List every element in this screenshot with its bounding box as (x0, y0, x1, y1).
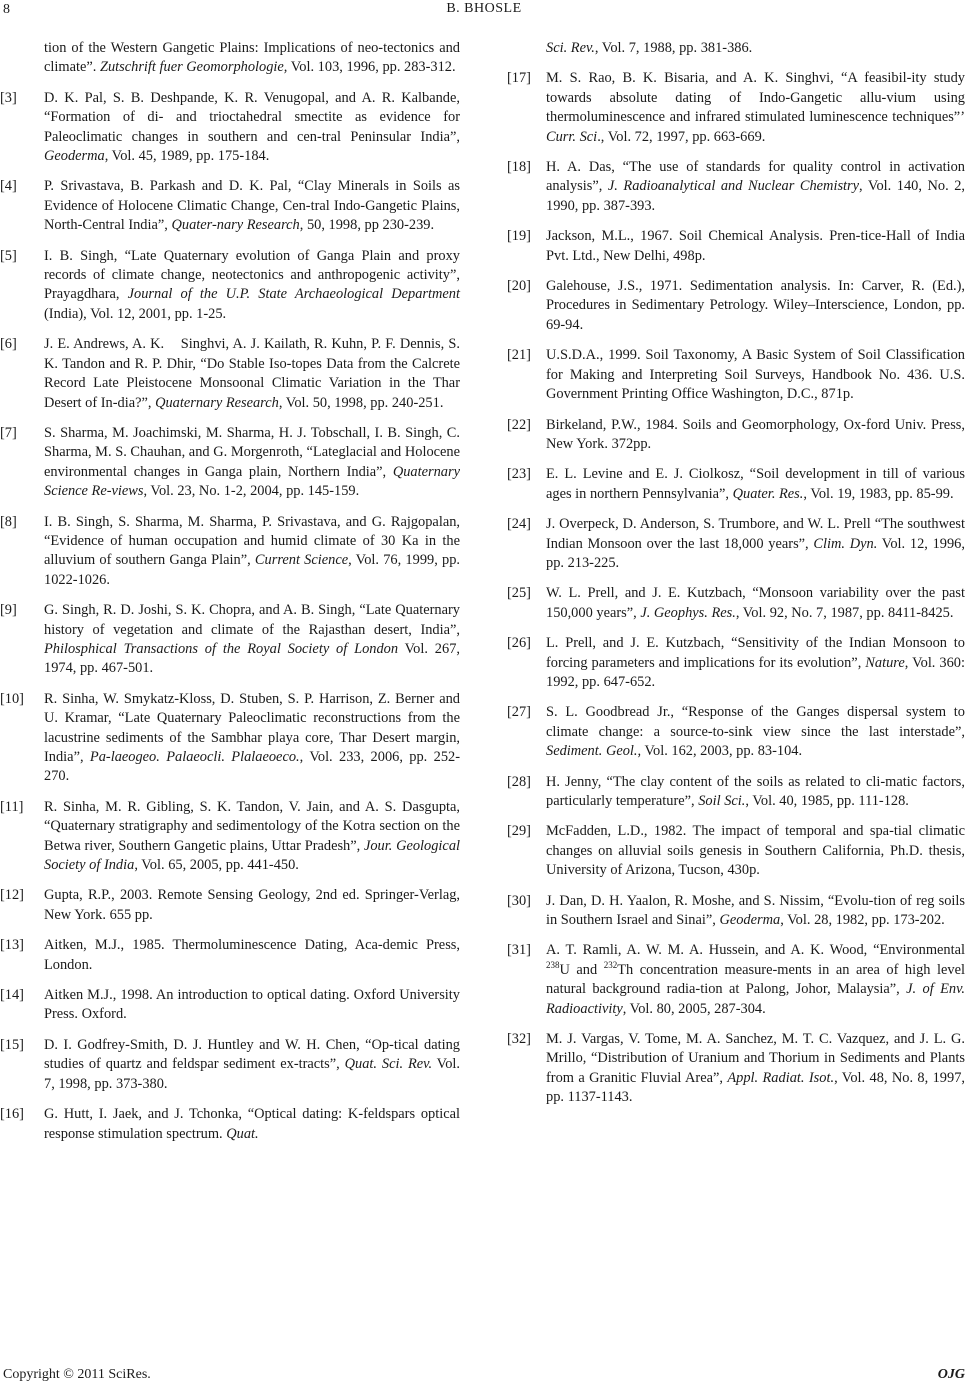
reference-number: [8] (0, 513, 17, 530)
reference-number: [19] (507, 228, 531, 245)
reference-text: Aitken, M.J., 1985. Thermoluminescence Dating, Aca-demic Press, London. (44, 937, 460, 973)
reference-venue: Quaternary Research (155, 394, 279, 411)
reference-number: [29] (507, 823, 531, 840)
reference-venue: Appl. Radiat. Isot. (727, 1069, 835, 1086)
reference-entry (0, 177, 460, 235)
reference-entry (507, 515, 965, 573)
reference-number: [30] (507, 892, 531, 909)
reference-details: , Vol. 92, No. 7, 1987, pp. 8411-8425. (735, 604, 954, 621)
reference-number: [6] (0, 336, 17, 353)
reference-entry (507, 39, 965, 58)
reference-number: [7] (0, 424, 17, 441)
reference-details: , Vol. 140, No. 2, 1990, pp. 387-393. (546, 178, 966, 214)
reference-number: [3] (0, 89, 17, 106)
reference-number: [14] (0, 987, 24, 1004)
reference-text: W. L. Prell, and J. E. Kutzbach, “Monsoon variability over the past 150,000 years”, (546, 585, 965, 621)
reference-details: Vol. 267, 1974, pp. 467-501. (44, 640, 460, 677)
reference-number: [25] (507, 585, 531, 602)
reference-text: Th concentration measure-ments in an area of high level natural background radia-tion at Palong, Johor, Malaysia”, (546, 961, 965, 998)
reference-entry (0, 424, 460, 502)
reference-entry (507, 346, 965, 404)
reference-number: [4] (0, 178, 17, 195)
reference-entry (0, 798, 461, 876)
reference-details: , 50, 1998, pp 230-239. (299, 217, 435, 234)
reference-number: [12] (0, 887, 24, 904)
reference-number: [26] (507, 635, 531, 652)
reference-details: , Vol. 45, 1989, pp. 175-184. (104, 148, 270, 165)
page-number: 8 (3, 2, 10, 17)
reference-venue: J. Radioanalytical and Nuclear Chemistry (607, 178, 860, 195)
reference-text: tion of the Western Gangetic Plains: Implications of neo-tectonics and climate”. (44, 40, 460, 76)
reference-text: S. L. Goodbread Jr., “Response of the Ganges dispersal system to climate change: a source-to-sink view since the last interstade”, (546, 704, 965, 740)
reference-number: [24] (507, 516, 531, 533)
reference-entry (0, 690, 461, 787)
reference-number: [32] (507, 1031, 531, 1048)
reference-number: [5] (0, 247, 17, 264)
reference-venue: Geoderma (44, 148, 105, 165)
reference-entry (0, 936, 460, 975)
reference-number: [15] (0, 1036, 24, 1053)
reference-entry (507, 892, 965, 931)
reference-text: McFadden, L.D., 1982. The impact of temporal and spa-tial climatic changes on alluvial soils genesis in Southern California, Ph.D. thesis, University of Arizona, Tucson, 430p. (546, 823, 965, 879)
reference-venue: Clim. Dyn. (813, 535, 878, 552)
reference-venue: Philosphical Transactions of the Royal Society of London (44, 640, 399, 657)
journal-abbrev: OJG (937, 1367, 965, 1382)
reference-entry (0, 986, 460, 1025)
reference-venue: Quater. Res. (732, 485, 804, 502)
reference-entry (507, 941, 965, 1019)
reference-text: H. A. Das, “The use of standards for quality control in activation analysis”, (546, 159, 965, 195)
reference-text: U and (559, 961, 604, 978)
reference-number: [17] (507, 70, 531, 87)
reference-details: Vol. 162, 2003, pp. 83-104. (641, 743, 803, 760)
reference-text: S. Sharma, M. Joachimski, M. Sharma, H. J. Tobschall, I. B. Singh, C. Sharma, M. S. Chauhan, and G. Morgenroth, “Lateglacial and Holocene environmental changes in Ganga plain, Northern India”, (44, 424, 460, 480)
reference-venue: Soil Sci. (698, 793, 746, 809)
reference-details: , Vol. 7, 1988, pp. 381-386. (594, 40, 753, 56)
reference-text: Gupta, R.P., 2003. Remote Sensing Geology, 2nd ed. Springer-Verlag, New York. 655 pp. (44, 887, 460, 923)
reference-details: , Vol. 48, No. 8, 1997, pp. 1137-1143. (546, 1069, 965, 1106)
reference-details: (India), Vol. 12, 2001, pp. 1-25. (44, 305, 227, 322)
reference-venue: Pa-laeogeo. Palaeocli. Plalaeoeco. (89, 749, 300, 765)
reference-text: D. I. Godfrey-Smith, D. J. Huntley and W. H. Chen, “Op-tical dating studies of quartz and feldspar sediment ex-tracts”, (44, 1036, 460, 1073)
reference-entry (0, 1036, 460, 1094)
reference-entry (507, 634, 965, 692)
reference-text: R. Sinha, M. R. Gibling, S. K. Tandon, V. Jain, and A. S. Dasgupta, “Quaternary stratigraphy and sedimentology of the Kotra section on the Betwa river, Southern Gangetic plains, Uttar Pradesh”, (44, 798, 460, 854)
reference-number: [21] (507, 347, 531, 364)
reference-number: [22] (507, 416, 531, 433)
reference-details: , Vol. 50, 1998, pp. 240-251. (278, 394, 444, 411)
reference-entry (0, 335, 460, 413)
reference-venue: Quaternary Science Re-views (44, 463, 460, 500)
reference-text: J. Dan, D. H. Yaalon, R. Moshe, and S. Nissim, “Evolu-tion of reg soils in Southern Israel and Sinai”, (546, 892, 965, 929)
copyright-notice: Copyright © 2011 SciRes. (3, 1367, 151, 1382)
reference-text: G. Singh, R. D. Joshi, S. K. Chopra, and A. B. Singh, “Late Quaternary history of vegetation and climate of the Rajasthan desert, India”, (44, 602, 460, 638)
reference-entry (507, 416, 965, 455)
reference-details: , Vol. 23, No. 1-2, 2004, pp. 145-159. (143, 483, 360, 500)
reference-entry (0, 601, 460, 679)
reference-venue: Current Science (254, 552, 349, 569)
reference-number: [20] (507, 278, 531, 295)
reference-details: , Vol. 40, 1985, pp. 111-128. (745, 793, 909, 809)
reference-entry (0, 247, 460, 325)
running-head: B. BHOSLE (446, 1, 522, 16)
reference-venue: Sci. Rev. (546, 40, 595, 56)
reference-number: [13] (0, 937, 24, 954)
reference-entry (507, 773, 965, 812)
reference-details: , Vol. 360: 1992, pp. 647-652. (546, 654, 965, 690)
reference-venue: Quater-nary Research (171, 217, 300, 234)
reference-venue: J. Geophys. Res. (640, 604, 736, 621)
reference-number: [31] (507, 942, 531, 959)
reference-venue: Nature (865, 654, 905, 671)
reference-venue: Curr. Sci (546, 128, 598, 145)
reference-text: E. L. Levine and E. J. Ciolkosz, “Soil development in till of various ages in northern Pennsylvania”, (546, 466, 965, 502)
reference-number: [28] (507, 773, 531, 790)
reference-number: [18] (507, 159, 531, 176)
reference-details: Vol. 7, 1998, pp. 373-380. (44, 1056, 460, 1092)
reference-text: G. Hutt, I. Jaek, and J. Tchonka, “Optical dating: K-feldspars optical response stimulation spectrum. (44, 1106, 460, 1142)
reference-entry (0, 1105, 460, 1144)
reference-venue: Journal of the U.P. State Archaeological Department (127, 286, 460, 303)
reference-text: R. Sinha, W. Smykatz-Kloss, D. Stuben, S. P. Harrison, Z. Berner and U. Kramar, “Late Quaternary Paleoclimatic reconstructions from the lacustrine sediments of the Sambhar playa core, Thar Desert margin, India”, (44, 690, 460, 765)
reference-number: [9] (0, 602, 17, 619)
reference-entry (507, 69, 965, 147)
reference-entry (0, 89, 460, 167)
reference-details: , Vol. 80, 2005, 287-304. (622, 1000, 766, 1017)
reference-entry (0, 886, 460, 925)
reference-entry (507, 584, 965, 623)
reference-details: Vol. 103, 1996, pp. 283-312. (287, 59, 456, 76)
reference-number: [16] (0, 1106, 24, 1123)
reference-entry (507, 703, 965, 761)
reference-text: P. Srivastava, B. Parkash and D. K. Pal, “Clay Minerals in Soils as Evidence of Holocene Climatic Change, Cen-tral Indo-Gangetic Plains, North-Central India”, (44, 178, 460, 234)
reference-venue: Quat. Sci. Rev. (344, 1056, 433, 1073)
reference-text: M. J. Vargas, V. Tome, M. A. Sanchez, M. T. C. Vazquez, and J. L. G. Mrillo, “Distribution of Uranium and Thorium in Sediments and Plants from a Granitic Fluvial Area”, (546, 1031, 965, 1086)
reference-text: L. Prell, and J. E. Kutzbach, “Sensitivity of the Indian Monsoon to forcing parameters and implications for its evolution”, (546, 635, 965, 671)
reference-venue: Zutschrift fuer Geomorphologie, (99, 59, 288, 76)
reference-text: H. Jenny, “The clay content of the soils as related to cli-matic factors, particularly temperature”, (546, 773, 965, 809)
reference-text: U.S.D.A., 1999. Soil Taxonomy, A Basic System of Soil Classification for Making and Interpreting Soil Surveys, Handbook No. 436. U.S. Government Printing Office Washington, D.C., 871p. (546, 347, 965, 403)
isotope-mass-number: 238 (546, 960, 560, 971)
references-right-column (507, 39, 965, 1119)
reference-entry (507, 277, 965, 335)
reference-entry (30, 39, 460, 78)
reference-venue: Quat. (226, 1125, 259, 1142)
reference-entry (507, 465, 965, 504)
reference-venue: Sediment. Geol., (546, 743, 642, 760)
reference-entry (507, 158, 965, 216)
reference-details: Vol. 12, 1996, pp. 213-225. (546, 535, 965, 571)
reference-text: I. B. Singh, “Late Quaternary evolution of Ganga Plain and proxy records of climate change, neotectonics and anthropogenic activity”, Prayagdhara, (44, 247, 460, 303)
reference-details: , Vol. 65, 2005, pp. 441-450. (134, 857, 299, 874)
reference-text: Birkeland, P.W., 1984. Soils and Geomorphology, Ox-ford Univ. Press, New York. 372pp. (546, 416, 965, 452)
reference-details: , Vol. 76, 1999, pp. 1022-1026. (44, 552, 461, 588)
reference-text: D. K. Pal, S. B. Deshpande, K. R. Venugopal, and A. R. Kalbande, “Formation of di- and trioctahedral smectite as evidence for Paleoclimatic changes in southern and cen-tral Peninsular India”, (44, 89, 460, 145)
references-left-column (0, 39, 461, 1155)
reference-number: [27] (507, 704, 531, 721)
reference-text: J. Overpeck, D. Anderson, S. Trumbore, and W. L. Prell “The southwest Indian Monsoon over the last 18,000 years”, (546, 516, 965, 552)
reference-number: [23] (507, 466, 531, 483)
reference-details: ., Vol. 72, 1997, pp. 663-669. (597, 128, 766, 145)
reference-text: I. B. Singh, S. Sharma, M. Sharma, P. Srivastava, and G. Rajgopalan, “Evidence of human occupation and humid climate of 30 Ka in the alluvium of southern Ganga Plain”, (44, 513, 460, 569)
reference-number: [11] (0, 798, 24, 815)
reference-entry (0, 513, 461, 591)
reference-venue: Geoderma (719, 912, 781, 929)
reference-text: J. E. Andrews, A. K. Singhvi, A. J. Kailath, R. Kuhn, P. F. Dennis, S. K. Tandon and R. P. Dhir, “Do Stable Iso-topes Data from the Calcrete Record Late Pleistocene Monsoonal Climatic Variation in the Thar Desert of In-dia?”, (44, 336, 460, 411)
reference-venue: Jour. Geological Society of India (44, 837, 461, 874)
reference-entry (507, 822, 965, 880)
reference-details: , Vol. 233, 2006, pp. 252-270. (44, 749, 461, 785)
reference-text: A. T. Ramli, A. W. M. A. Hussein, and A. K. Wood, “Environmental (546, 942, 965, 959)
reference-details: , Vol. 28, 1982, pp. 173-202. (780, 912, 945, 929)
reference-entry (507, 1030, 965, 1108)
isotope-mass-number: 232 (603, 960, 618, 971)
reference-text: Galehouse, J.S., 1971. Sedimentation analysis. In: Carver, R. (Ed.), Procedures in Sedimentary Petrology. Wiley–Interscience, London, pp. 69-94. (546, 278, 965, 333)
reference-text: M. S. Rao, B. K. Bisaria, and A. K. Singhvi, “A feasibil-ity study towards absolute dating of Indo-Gangetic allu-vium using thermoluminescence and infrared stimulated luminescence techniques”’ (546, 70, 965, 126)
reference-details: , Vol. 19, 1983, pp. 85-99. (803, 485, 954, 502)
reference-number: [10] (0, 690, 24, 707)
reference-text: Jackson, M.L., 1967. Soil Chemical Analysis. Pren-tice-Hall of India Pvt. Ltd., New Delhi, 498p. (546, 228, 965, 264)
reference-venue: J. of Env. Radioactivity (546, 981, 966, 1017)
reference-entry (507, 227, 965, 266)
reference-text: Aitken M.J., 1998. An introduction to optical dating. Oxford University Press. Oxford. (44, 987, 460, 1023)
